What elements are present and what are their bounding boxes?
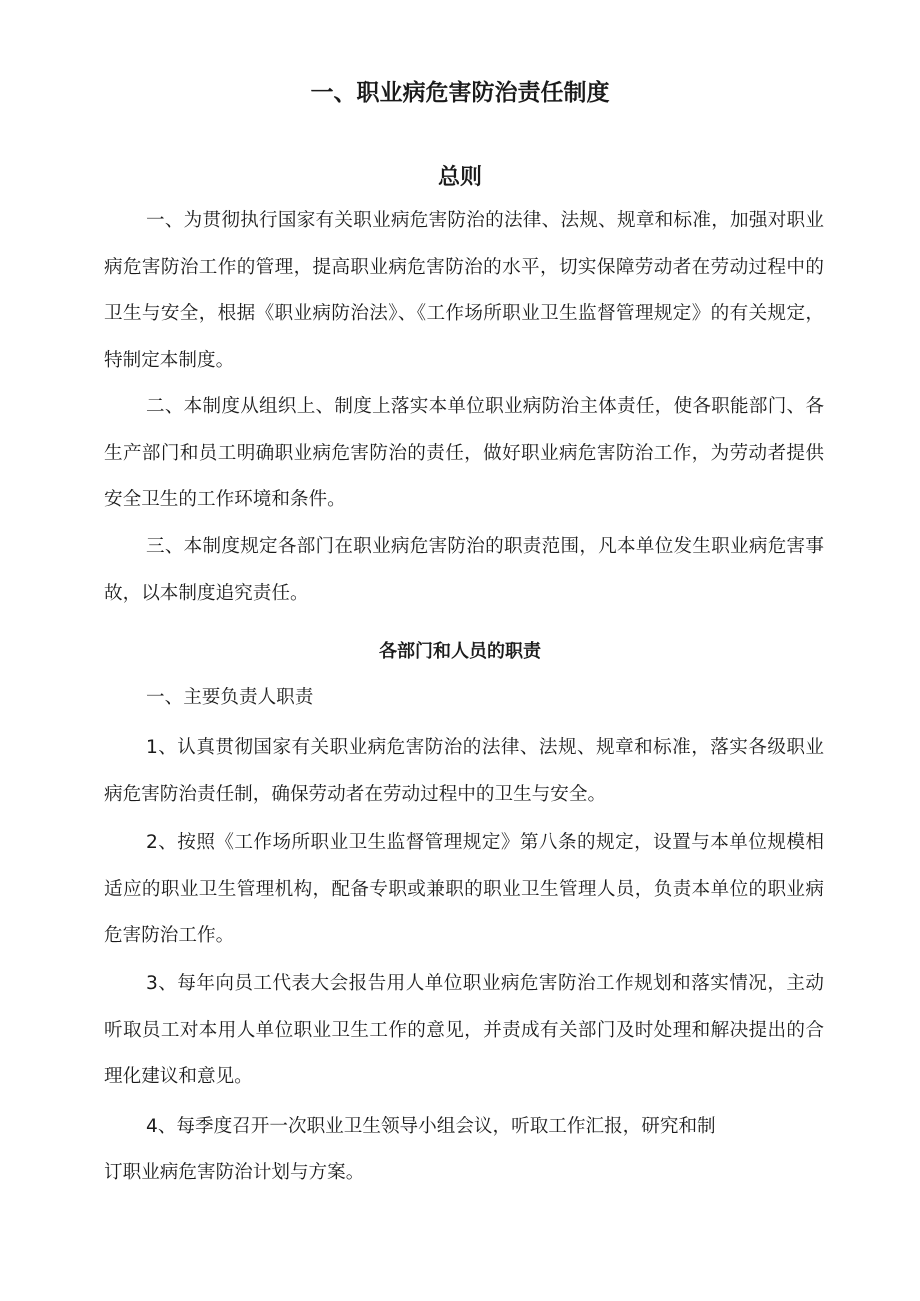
duty-paragraph-4-line-2: 订职业病危害防治计划与方案。 bbox=[104, 1162, 365, 1183]
section-heading-duties: 各部门和人员的职责 bbox=[379, 641, 541, 662]
subsection-heading-principal: 一、主要负责人职责 bbox=[146, 687, 314, 708]
duty-paragraph-3: 3、每年向员工代表大会报告用人单位职业病危害防治工作规划和落实情况，主动听取员工对本用人单位职业卫生工作的意见，并责成有关部门及时处理和解决提出的合理化建议和意见。 bbox=[104, 973, 824, 1087]
document-title: 一、职业病危害防治责任制度 bbox=[310, 80, 610, 106]
general-paragraph-2: 二、本制度从组织上、制度上落实本单位职业病防治主体责任，使各职能部门、各生产部门和员工明确职业病危害防治的责任，做好职业病危害防治工作，为劳动者提供安全卫生的工作环境和条件。 bbox=[104, 396, 824, 510]
duty-paragraph-4-line-1: 4、每季度召开一次职业卫生领导小组会议，听取工作汇报，研究和制 bbox=[146, 1116, 716, 1137]
duty-paragraph-2: 2、按照《工作场所职业卫生监督管理规定》第八条的规定，设置与本单位规模相适应的职业卫生管理机构，配备专职或兼职的职业卫生管理人员，负责本单位的职业病危害防治工作。 bbox=[104, 832, 824, 946]
section-heading-general: 总则 bbox=[437, 165, 482, 190]
general-paragraph-1: 一、为贯彻执行国家有关职业病危害防治的法律、法规、规章和标准，加强对职业病危害防治工作的管理，提高职业病危害防治的水平，切实保障劳动者在劳动过程中的卫生与安全，根据《职业病防治法》、《工作场所职业卫生监督管理规定》的有关规定，特制定本制度。 bbox=[104, 210, 824, 371]
general-paragraph-3: 三、本制度规定各部门在职业病危害防治的职责范围，凡本单位发生职业病危害事故，以本制度追究责任。 bbox=[104, 536, 824, 604]
duty-paragraph-1: 1、认真贯彻国家有关职业病危害防治的法律、法规、规章和标准，落实各级职业病危害防治责任制，确保劳动者在劳动过程中的卫生与安全。 bbox=[104, 737, 824, 805]
